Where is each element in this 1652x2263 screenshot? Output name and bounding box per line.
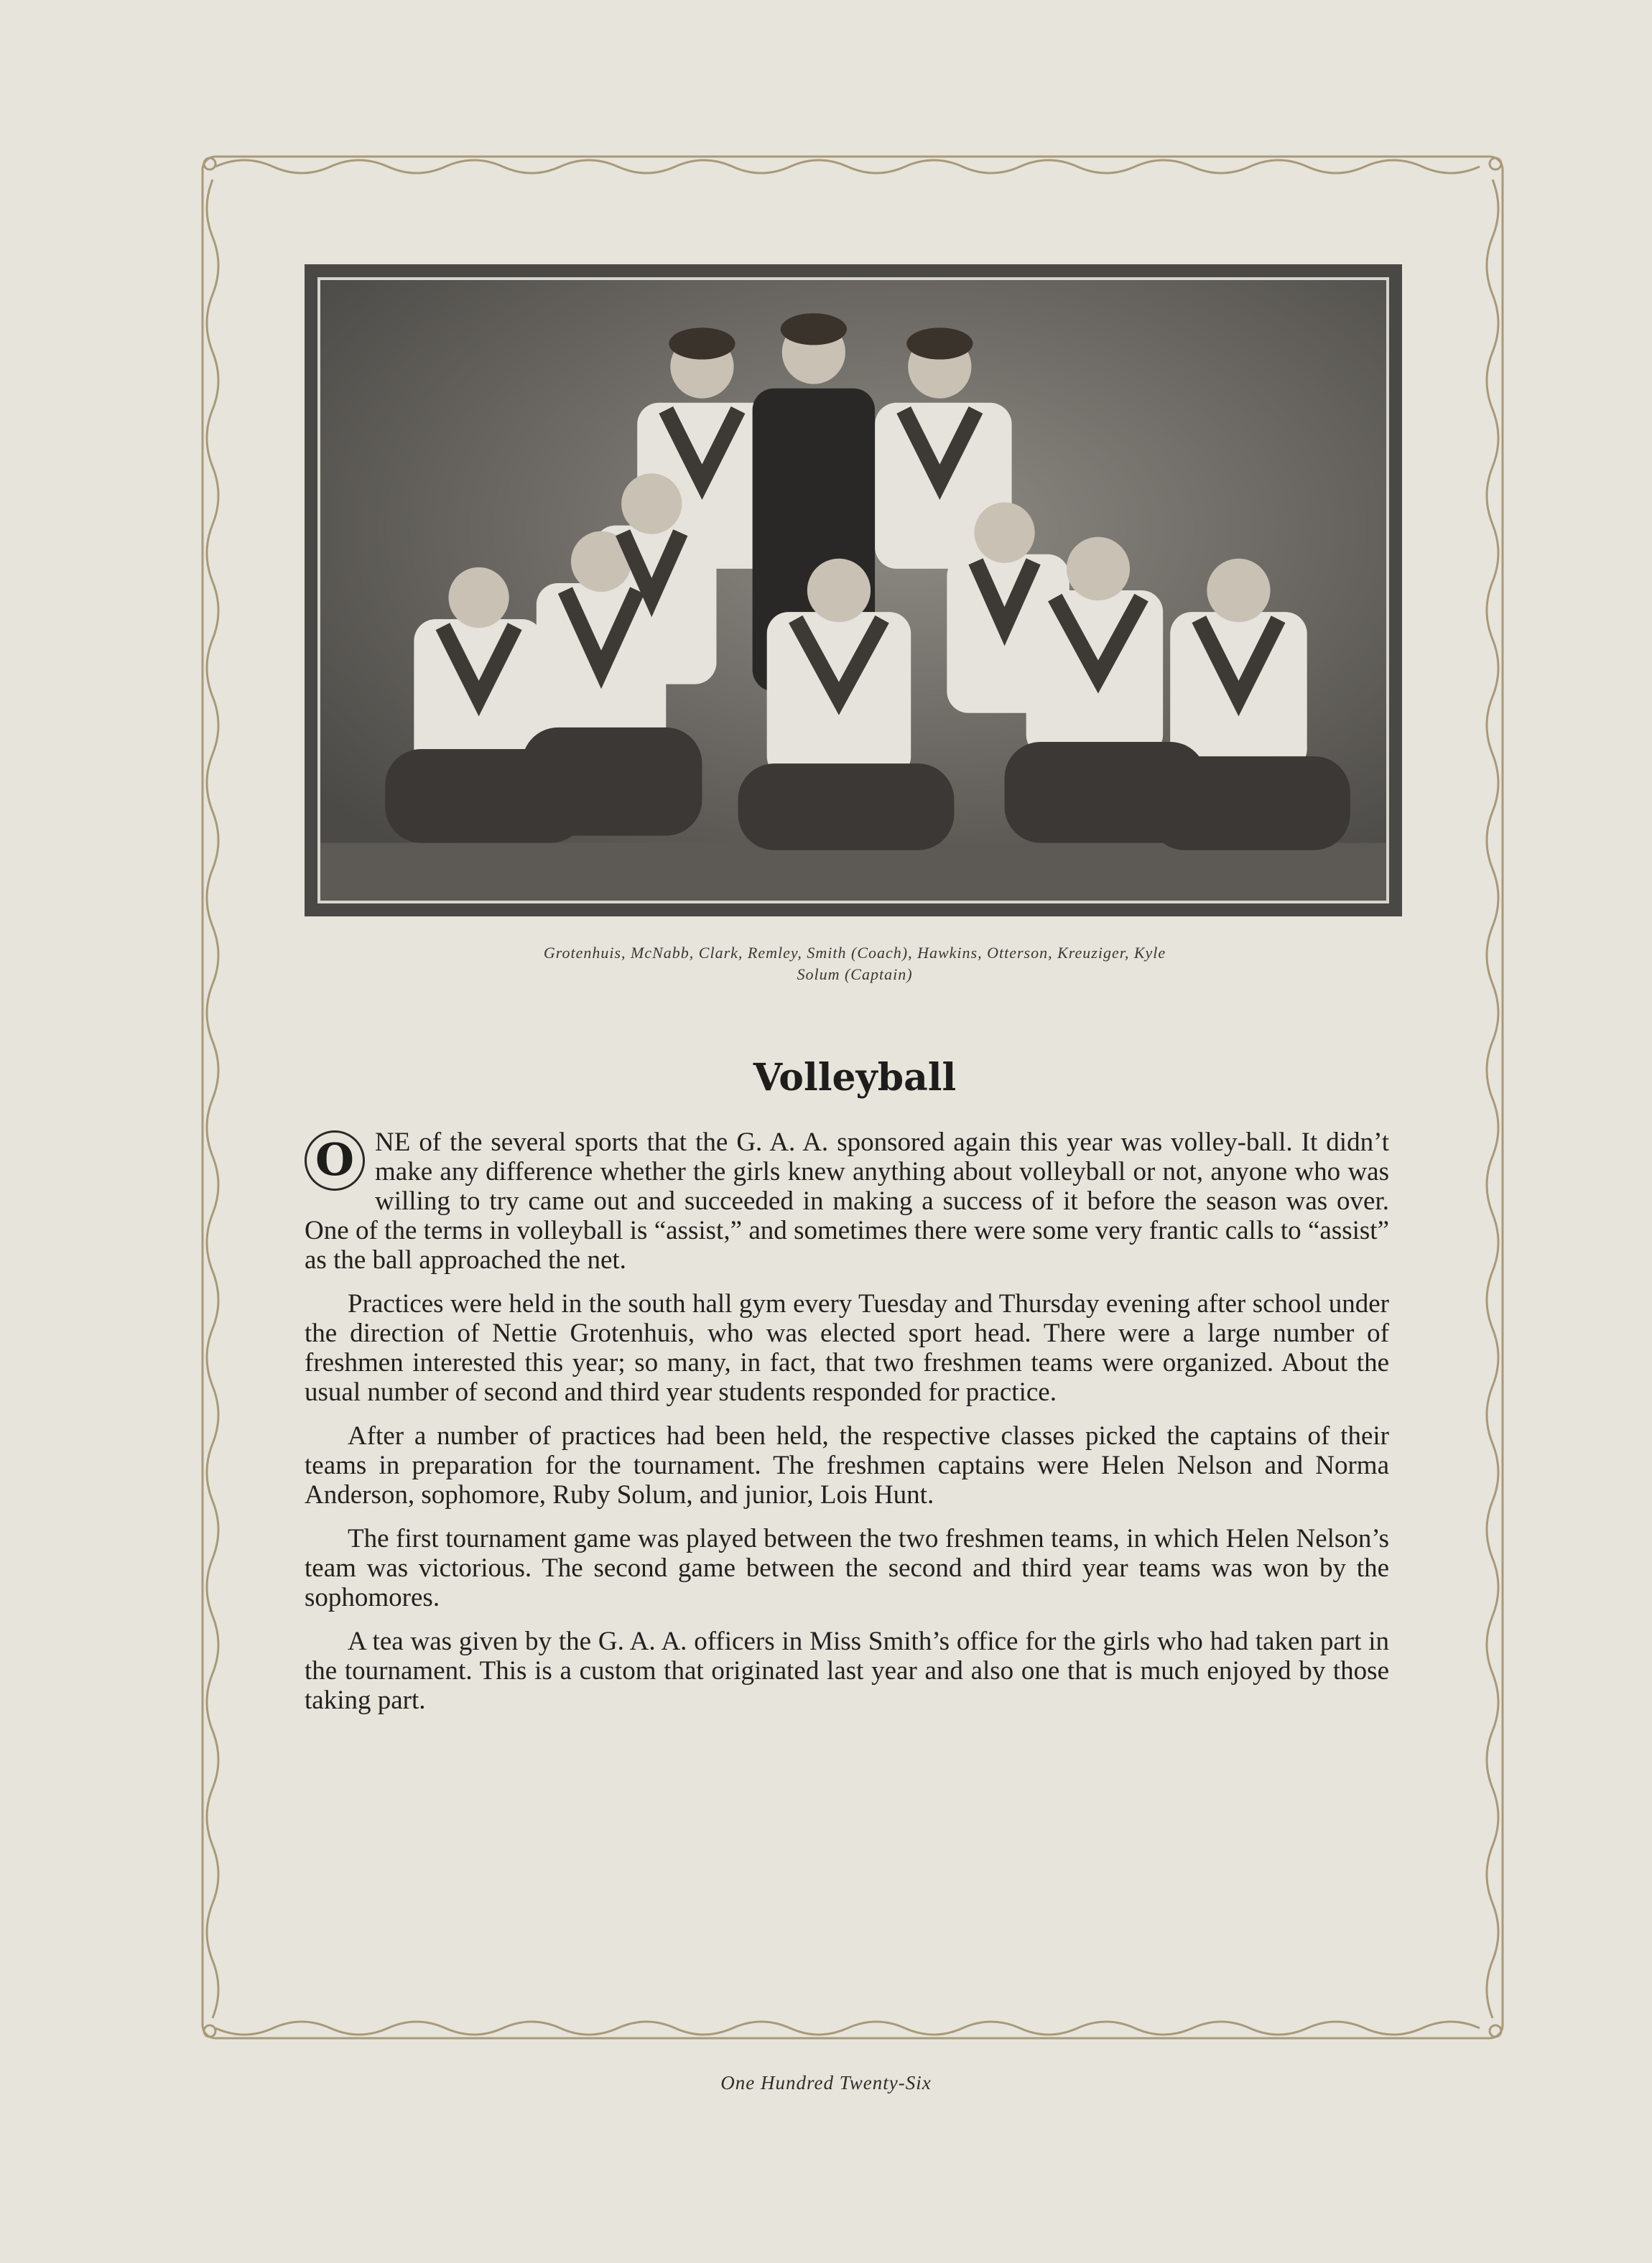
paragraph-1	[305, 1128, 1389, 1275]
caption-line-2: Solum (Captain)	[797, 965, 913, 983]
caption-line-1: Grotenhuis, McNabb, Clark, Remley, Smith (Coach), Hawkins, Otterson, Kreuziger, Kyle	[543, 944, 1166, 962]
paragraph-1-text: NE of the several sports that the G. A. A. sponsored again this year was volley-ball. It didn’t make any difference whether the girls knew anything about volleyball or not, anyone who was willing to try came out and succeeded in making a success of it before the season was over. One of the terms in volleyball is “assist,” and sometimes there were some very frantic calls to “assist” as the ball approached the net.	[305, 1128, 1389, 1275]
photo-caption	[388, 942, 1322, 985]
team-photo	[317, 277, 1389, 903]
paragraph-4: The first tournament game was played between the two freshmen teams, in which Helen Nelson’s team was victorious. The second game between the second and third year teams was won by the sophomores.	[305, 1524, 1389, 1612]
drop-cap: O	[305, 1130, 365, 1191]
group-photo-icon	[320, 280, 1386, 901]
paragraph-5: A tea was given by the G. A. A. officers in Miss Smith’s office for the girls who had taken part in the tournament. This is a custom that originated last year and also one that is much enjoyed by those taking part.	[305, 1627, 1389, 1715]
section-heading: Volleyball	[753, 1056, 957, 1100]
paragraph-2: Practices were held in the south hall gym every Tuesday and Thursday evening after school under the direction of Nettie Grotenhuis, who was elected sport head. There were a large number of freshmen interested this year; so many, in fact, that two freshmen teams were organized. About the usual number of second and third year students responded for practice.	[305, 1289, 1389, 1407]
team-photo-frame	[305, 264, 1402, 916]
article-body	[305, 1128, 1389, 1729]
page-number: One Hundred Twenty-Six	[720, 2072, 932, 2094]
paragraph-3: After a number of practices had been held, the respective classes picked the captains of their teams in preparation for the tournament. The freshmen captains were Helen Nelson and Norma Anderson, sophomore, Ruby Solum, and junior, Lois Hunt.	[305, 1421, 1389, 1510]
